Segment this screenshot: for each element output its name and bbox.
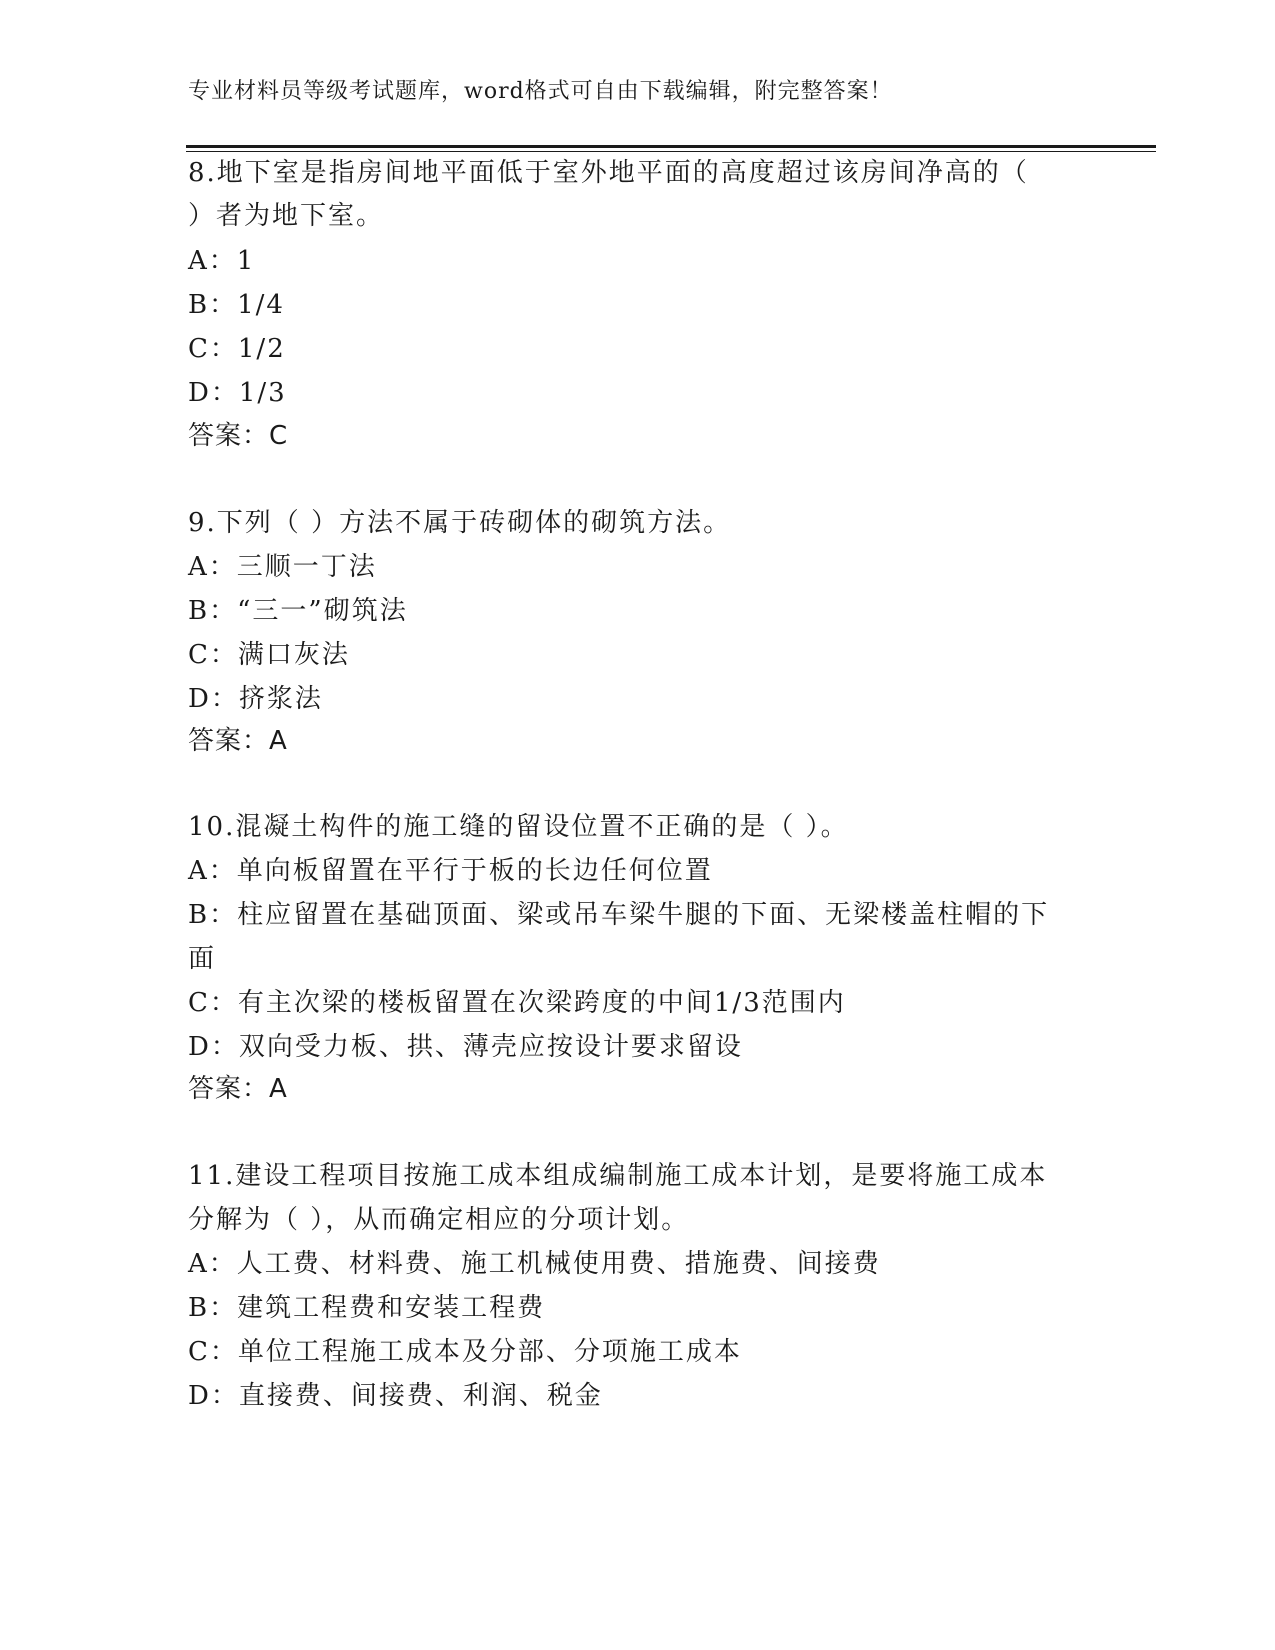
question-9-option-a: A：三顺一丁法	[188, 552, 377, 582]
question-11-option-d: D：直接费、间接费、利润、税金	[188, 1381, 603, 1411]
question-10-option-b-cont: 面	[188, 944, 217, 974]
question-9-option-c: C：满口灰法	[188, 640, 350, 670]
question-11-option-b: B：建筑工程费和安装工程费	[188, 1293, 546, 1323]
header-note: 专业材料员等级考试题库，word格式可自由下载编辑，附完整答案！	[188, 79, 893, 104]
question-10-stem-line-1: 10.混凝土构件的施工缝的留设位置不正确的是（ ）。	[188, 812, 849, 842]
question-9-stem-line-1: 9.下列（ ）方法不属于砖砌体的砌筑方法。	[188, 508, 732, 538]
question-11-option-c: C：单位工程施工成本及分部、分项施工成本	[188, 1337, 742, 1367]
header-rule-thick	[186, 145, 1156, 148]
question-10-option-c: C：有主次梁的楼板留置在次梁跨度的中间1/3范围内	[188, 988, 846, 1018]
question-10-option-d: D：双向受力板、拱、薄壳应按设计要求留设	[188, 1032, 743, 1062]
question-11-stem-line-1: 11.建设工程项目按施工成本组成编制施工成本计划，是要将施工成本	[188, 1161, 1048, 1191]
question-11-stem-line-2: 分解为（ ），从而确定相应的分项计划。	[188, 1205, 690, 1235]
question-11-option-a: A：人工费、材料费、施工机械使用费、措施费、间接费	[188, 1249, 881, 1279]
header-rule-thin	[186, 151, 1156, 152]
question-8-stem-line-1: 8.地下室是指房间地平面低于室外地平面的高度超过该房间净高的（	[188, 158, 1029, 188]
question-9-option-b: B：“三一”砌筑法	[188, 596, 408, 626]
question-8-option-b: B：1/4	[188, 290, 285, 320]
question-8-answer: 答案：C	[188, 421, 289, 451]
question-8-option-d: D：1/3	[188, 378, 287, 408]
question-8-stem-line-2: ）者为地下室。	[188, 201, 385, 231]
question-9-answer: 答案：A	[188, 726, 288, 756]
question-10-answer: 答案：A	[188, 1074, 288, 1104]
question-10-option-b: B：柱应留置在基础顶面、梁或吊车梁牛腿的下面、无梁楼盖柱帽的下	[188, 900, 1050, 930]
question-10-option-a: A：单向板留置在平行于板的长边任何位置	[188, 856, 713, 886]
question-9-option-d: D：挤浆法	[188, 684, 323, 714]
question-8-option-c: C：1/2	[188, 334, 286, 364]
question-8-option-a: A：1	[188, 246, 256, 276]
